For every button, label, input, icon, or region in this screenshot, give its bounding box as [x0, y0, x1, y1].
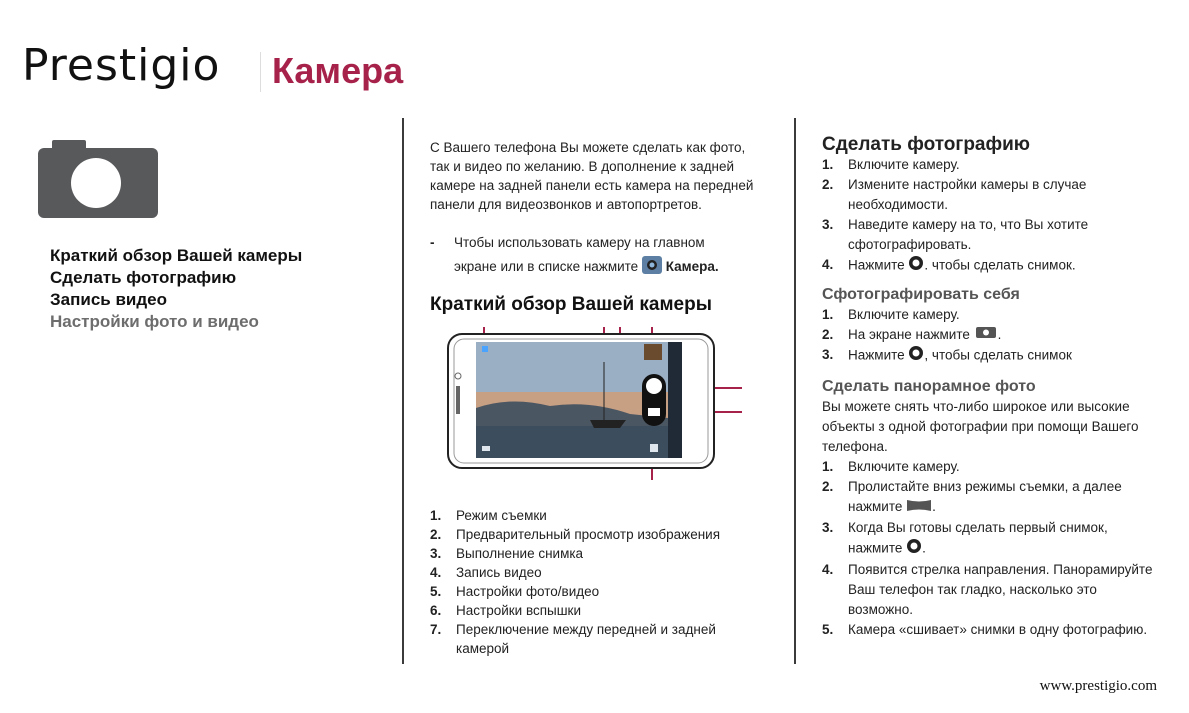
item-number: 5. — [430, 584, 442, 599]
list-item — [822, 215, 1162, 255]
intro-bullet-line2 — [454, 256, 774, 279]
item-text: Измените настройки камеры в случае необходимости. — [848, 177, 1087, 212]
item-text: На экране нажмите — [848, 327, 970, 342]
camera-app-label: Камера. — [665, 259, 719, 275]
switch-camera-icon — [974, 325, 998, 345]
camera-app-icon — [642, 256, 662, 279]
item-text-after: . чтобы сделать снимок. — [924, 257, 1076, 273]
list-item — [430, 620, 770, 658]
list-item — [822, 175, 1162, 215]
item-number: 2. — [822, 177, 834, 192]
list-item — [430, 506, 770, 525]
phone-diagram — [440, 322, 750, 487]
item-text: Настройки фото/видео — [456, 584, 600, 599]
take-photo-heading: Сделать фотографию — [822, 134, 1031, 155]
item-text: Режим съемки — [456, 508, 547, 523]
item-text: Включите камеру. — [848, 157, 960, 172]
item-text-after: . — [932, 499, 936, 515]
list-item — [822, 305, 1162, 325]
item-text: Появится стрелка направления. Панорамируйте Ваш телефон так гладко, насколько это возможно. — [848, 561, 1153, 617]
right-column — [822, 135, 1162, 640]
item-number: 2. — [822, 327, 834, 342]
item-text: Наведите камеру на то, что Вы хотите сфотографировать. — [848, 217, 1089, 252]
bullet-line1: Чтобы использовать камеру на главном — [454, 235, 705, 250]
item-number: 3. — [822, 347, 834, 363]
bullet-dash: - — [430, 235, 435, 250]
item-text: Когда Вы готовы сделать первый снимок, нажмите — [848, 519, 1108, 556]
list-item — [430, 525, 770, 544]
item-number: 4. — [430, 565, 442, 580]
item-text: Включите камеру. — [848, 307, 960, 322]
list-item — [822, 560, 1162, 620]
item-text-after: . — [997, 327, 1002, 342]
item-text: Нажмите — [848, 348, 905, 363]
column-divider-right — [794, 118, 796, 664]
column-divider-left — [402, 118, 404, 664]
shutter-icon — [906, 538, 922, 560]
item-text: Выполнение снимка — [456, 546, 584, 561]
list-item — [822, 518, 1162, 560]
selfie-heading: Сфотографировать себя — [822, 286, 1020, 303]
item-number: 1. — [822, 307, 834, 322]
item-number: 3. — [430, 546, 442, 561]
panorama-icon — [906, 498, 932, 518]
item-text: Включите камеру. — [848, 459, 960, 475]
panorama-heading: Сделать панорамное фото — [822, 378, 1036, 396]
list-item — [430, 563, 770, 582]
toc-item[interactable]: Запись видео — [50, 290, 167, 309]
list-item — [822, 255, 1162, 277]
list-item — [822, 345, 1162, 367]
list-item — [822, 457, 1162, 477]
item-text: Нажмите — [848, 257, 905, 273]
item-number: 5. — [822, 621, 834, 637]
item-number: 3. — [822, 519, 834, 535]
overview-list — [430, 506, 770, 658]
list-item — [822, 325, 1162, 345]
intro-bullet — [430, 233, 765, 252]
intro-paragraph: С Вашего телефона Вы можете сделать как фото, так и видео по желанию. В дополнение к задней камере на задней панели есть камера на передней панели для видеозвонков и автопортретов. — [430, 140, 754, 212]
item-number: 4. — [822, 561, 834, 577]
list-item — [822, 477, 1162, 517]
header-divider — [260, 52, 261, 92]
item-text: Запись видео — [456, 565, 542, 580]
item-number: 7. — [430, 622, 442, 637]
item-number: 4. — [822, 257, 834, 272]
panorama-intro: Вы можете снять что-либо широкое или высокие объекты з одной фотографии при помощи Вашего телефона. — [822, 399, 1139, 455]
toc-item[interactable]: Настройки фото и видео — [50, 312, 259, 331]
item-text-after: . — [922, 540, 926, 556]
footer-url[interactable]: www.prestigio.com — [1039, 678, 1157, 694]
toc-item[interactable]: Сделать фотографию — [50, 268, 237, 287]
camera-icon — [38, 140, 158, 225]
list-item — [822, 620, 1162, 640]
item-text-after: , чтобы сделать снимок — [924, 348, 1072, 363]
overview-heading: Краткий обзор Вашей камеры — [430, 294, 712, 315]
list-item — [430, 601, 770, 620]
shutter-icon — [908, 255, 924, 277]
item-number: 1. — [822, 157, 834, 172]
bullet-line2-text: экране или в списке нажмите — [454, 259, 639, 275]
item-text: Настройки вспышки — [456, 603, 582, 618]
list-item — [822, 155, 1162, 175]
item-text: Камера «сшивает» снимки в одну фотографию. — [848, 621, 1148, 637]
item-number: 1. — [822, 459, 834, 475]
item-number: 3. — [822, 217, 834, 232]
shutter-icon — [908, 345, 924, 367]
item-number: 2. — [430, 527, 442, 542]
list-item — [430, 582, 770, 601]
brand-logo: Prestigio — [22, 40, 221, 91]
item-text: Пролистайте вниз режимы съемки, а далее нажмите — [848, 479, 1122, 515]
item-number: 1. — [430, 508, 442, 523]
item-number: 6. — [430, 603, 442, 618]
item-text: Предварительный просмотр изображения — [456, 527, 721, 542]
toc-item[interactable]: Краткий обзор Вашей камеры — [50, 246, 303, 265]
item-text: Переключение между передней и задней камерой — [456, 622, 716, 656]
list-item — [430, 544, 770, 563]
page-title: Камера — [272, 50, 404, 91]
item-number: 2. — [822, 479, 834, 495]
